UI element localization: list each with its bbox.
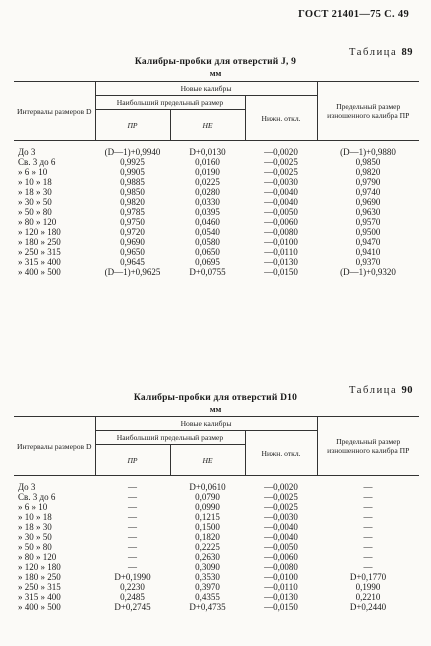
table-row bbox=[14, 237, 419, 247]
cell-pr: — bbox=[128, 512, 137, 522]
cell-ne: D+0,0610 bbox=[189, 482, 226, 492]
table-row bbox=[14, 167, 419, 177]
cell-worn-limit: (D—1)+0,9880 bbox=[340, 147, 396, 157]
cell-worn-limit: 0,9410 bbox=[355, 247, 381, 257]
cell-worn-limit: 0,9470 bbox=[355, 237, 381, 247]
cell-ne: D+0,0755 bbox=[189, 267, 226, 277]
cell-worn-limit: (D—1)+0,9320 bbox=[340, 267, 396, 277]
cell-pr: 0,9925 bbox=[120, 157, 145, 167]
table-row bbox=[14, 157, 419, 167]
table-row bbox=[14, 207, 419, 217]
cell-interval: » 50 » 80 bbox=[18, 542, 52, 552]
table-body bbox=[14, 141, 419, 278]
table-row bbox=[14, 141, 419, 158]
table-row bbox=[14, 217, 419, 227]
table-row bbox=[14, 267, 419, 277]
cell-interval: » 120 » 180 bbox=[18, 227, 61, 237]
cell-ne: 0,0990 bbox=[195, 502, 220, 512]
cell-pr: (D—1)+0,9940 bbox=[104, 147, 161, 157]
cell-interval: » 315 » 400 bbox=[18, 592, 61, 602]
cell-worn-limit: 0,1990 bbox=[355, 582, 381, 592]
cell-ne: 0,0460 bbox=[195, 217, 220, 227]
table-label-word: Таблица bbox=[349, 47, 398, 58]
cell-worn-limit: — bbox=[363, 522, 373, 532]
table-row bbox=[14, 602, 419, 612]
cell-worn-limit: 0,9630 bbox=[355, 207, 381, 217]
col-header-ne-text: НЕ bbox=[202, 120, 213, 130]
cell-ne: 0,1215 bbox=[195, 512, 220, 522]
cell-pr: — bbox=[128, 492, 137, 502]
col-header-worn-limit: Предельный размер изношенного калибра ПР bbox=[317, 82, 419, 141]
cell-worn-limit: 0,9500 bbox=[355, 227, 381, 237]
cell-lower-dev: —0,0100 bbox=[264, 237, 298, 247]
cell-interval: » 400 » 500 bbox=[18, 602, 61, 612]
table-row bbox=[14, 177, 419, 187]
cell-pr: 0,9820 bbox=[120, 197, 145, 207]
cell-worn-limit: 0,9570 bbox=[355, 217, 381, 227]
table-body bbox=[14, 476, 419, 613]
cell-worn-limit: D+0,2440 bbox=[349, 602, 387, 612]
cell-pr: 0,9690 bbox=[120, 237, 145, 247]
cell-lower-dev: —0,0040 bbox=[264, 532, 298, 542]
table-row bbox=[14, 592, 419, 602]
cell-ne: 0,0540 bbox=[195, 227, 220, 237]
cell-ne: 0,1500 bbox=[195, 522, 220, 532]
table-row bbox=[14, 502, 419, 512]
cell-ne: 0,0695 bbox=[195, 257, 220, 267]
cell-lower-dev: —0,0030 bbox=[264, 512, 298, 522]
cell-ne: 0,0650 bbox=[195, 247, 220, 257]
table-row bbox=[14, 542, 419, 552]
col-header-pr-text: ПР bbox=[127, 120, 138, 130]
cell-lower-dev: —0,0150 bbox=[264, 602, 298, 612]
col-header-max-limit: Наибольший предельный размер bbox=[95, 96, 245, 110]
table-row bbox=[14, 552, 419, 562]
cell-interval: До 3 bbox=[18, 482, 36, 492]
cell-worn-limit: 0,9850 bbox=[355, 157, 381, 167]
cell-ne: 0,0580 bbox=[195, 237, 220, 247]
cell-interval: » 30 » 50 bbox=[18, 532, 52, 542]
table-row bbox=[14, 572, 419, 582]
col-header-worn-limit: Предельный размер изношенного калибра ПР bbox=[317, 417, 419, 476]
cell-worn-limit: — bbox=[363, 532, 373, 542]
cell-ne: 0,0160 bbox=[195, 157, 220, 167]
cell-pr: — bbox=[128, 502, 137, 512]
table-title: Калибры-пробки для отверстий J, 9 bbox=[134, 57, 297, 67]
data-table bbox=[14, 81, 419, 277]
cell-worn-limit: — bbox=[363, 482, 373, 492]
col-header-lower-dev: Нижн. откл. bbox=[245, 431, 317, 476]
cell-ne: 0,1820 bbox=[195, 532, 220, 542]
table-row bbox=[14, 562, 419, 572]
cell-worn-limit: 0,2210 bbox=[355, 592, 381, 602]
cell-lower-dev: —0,0080 bbox=[264, 227, 298, 237]
cell-worn-limit: — bbox=[363, 512, 373, 522]
cell-lower-dev: —0,0130 bbox=[264, 257, 298, 267]
cell-lower-dev: —0,0110 bbox=[264, 582, 298, 592]
cell-interval: » 120 » 180 bbox=[18, 562, 61, 572]
cell-lower-dev: —0,0100 bbox=[264, 572, 298, 582]
cell-pr: D+0,1990 bbox=[114, 572, 151, 582]
cell-interval: » 6 » 10 bbox=[18, 167, 48, 177]
cell-ne: 0,0280 bbox=[195, 187, 220, 197]
table-row bbox=[14, 522, 419, 532]
page-header: ГОСТ 21401—75 С. 49 bbox=[298, 9, 409, 20]
cell-interval: Св. 3 до 6 bbox=[18, 492, 56, 502]
cell-ne: 0,0190 bbox=[195, 167, 220, 177]
cell-lower-dev: —0,0110 bbox=[264, 247, 298, 257]
cell-lower-dev: —0,0040 bbox=[264, 197, 298, 207]
cell-lower-dev: —0,0050 bbox=[264, 207, 298, 217]
col-header-lower-dev: Нижн. откл. bbox=[245, 96, 317, 141]
cell-pr: 0,9905 bbox=[120, 167, 145, 177]
cell-pr: — bbox=[128, 482, 137, 492]
cell-ne: D+0,4735 bbox=[189, 602, 226, 612]
cell-worn-limit: 0,9740 bbox=[355, 187, 381, 197]
cell-pr: 0,9785 bbox=[120, 207, 145, 217]
cell-lower-dev: —0,0025 bbox=[264, 502, 298, 512]
table-row bbox=[14, 512, 419, 522]
cell-ne: 0,0330 bbox=[195, 197, 220, 207]
cell-pr: (D—1)+0,9625 bbox=[104, 267, 161, 277]
table-title: Калибры-пробки для отверстий D10 bbox=[133, 393, 298, 403]
col-header-new-gauges: Новые калибры bbox=[95, 82, 317, 96]
cell-interval: » 250 » 315 bbox=[18, 247, 61, 257]
cell-interval: » 315 » 400 bbox=[18, 257, 61, 267]
col-header-intervals: Интервалы размеров D bbox=[14, 417, 95, 476]
cell-pr: 0,9720 bbox=[120, 227, 145, 237]
cell-ne: 0,0790 bbox=[195, 492, 220, 502]
cell-worn-limit: D+0,1770 bbox=[349, 572, 387, 582]
cell-pr: — bbox=[128, 532, 137, 542]
cell-lower-dev: —0,0060 bbox=[264, 552, 298, 562]
cell-ne: 0,2225 bbox=[195, 542, 220, 552]
cell-worn-limit: 0,9790 bbox=[355, 177, 381, 187]
cell-pr: D+0,2745 bbox=[114, 602, 151, 612]
cell-interval: » 180 » 250 bbox=[18, 237, 61, 247]
cell-interval: » 10 » 18 bbox=[18, 177, 52, 187]
table-row bbox=[14, 247, 419, 257]
col-header-intervals: Интервалы размеров D bbox=[14, 82, 95, 141]
col-header-ne bbox=[170, 445, 245, 476]
cell-lower-dev: —0,0150 bbox=[264, 267, 298, 277]
cell-pr: 0,9885 bbox=[120, 177, 145, 187]
cell-pr: 0,2485 bbox=[120, 592, 145, 602]
cell-worn-limit: — bbox=[363, 502, 373, 512]
cell-ne: 0,3970 bbox=[195, 582, 220, 592]
cell-interval: » 50 » 80 bbox=[18, 207, 52, 217]
cell-pr: — bbox=[128, 542, 137, 552]
cell-lower-dev: —0,0025 bbox=[264, 157, 298, 167]
cell-ne: 0,2630 bbox=[195, 552, 220, 562]
cell-pr: 0,9850 bbox=[120, 187, 145, 197]
table-row bbox=[14, 532, 419, 542]
cell-worn-limit: 0,9690 bbox=[355, 197, 381, 207]
cell-pr: — bbox=[128, 562, 137, 572]
cell-ne: 0,0225 bbox=[195, 177, 220, 187]
cell-worn-limit: — bbox=[363, 542, 373, 552]
table-number: 89 bbox=[401, 47, 413, 58]
cell-ne: 0,4355 bbox=[195, 592, 220, 602]
cell-ne: 0,3530 bbox=[195, 572, 220, 582]
cell-worn-limit: — bbox=[363, 562, 373, 572]
cell-lower-dev: —0,0025 bbox=[264, 167, 298, 177]
table-row bbox=[14, 257, 419, 267]
table-row bbox=[14, 187, 419, 197]
table-number: 90 bbox=[401, 385, 413, 396]
cell-pr: — bbox=[128, 522, 137, 532]
col-header-ne-text: НЕ bbox=[202, 455, 213, 465]
table-row bbox=[14, 476, 419, 493]
cell-worn-limit: 0,9820 bbox=[355, 167, 381, 177]
cell-lower-dev: —0,0040 bbox=[264, 522, 298, 532]
col-header-ne bbox=[170, 110, 245, 141]
cell-interval: » 10 » 18 bbox=[18, 512, 52, 522]
table-row bbox=[14, 582, 419, 592]
cell-pr: 0,9645 bbox=[120, 257, 145, 267]
cell-worn-limit: 0,9370 bbox=[355, 257, 381, 267]
table-unit: мм bbox=[209, 404, 222, 414]
cell-interval: До 3 bbox=[18, 147, 36, 157]
cell-lower-dev: —0,0030 bbox=[264, 177, 298, 187]
col-header-pr-text: ПР bbox=[127, 455, 138, 465]
col-header-pr bbox=[95, 445, 170, 476]
cell-lower-dev: —0,0040 bbox=[264, 187, 298, 197]
cell-pr: 0,9750 bbox=[120, 217, 145, 227]
col-header-max-limit: Наибольший предельный размер bbox=[95, 431, 245, 445]
cell-interval: » 250 » 315 bbox=[18, 582, 61, 592]
cell-interval: » 18 » 30 bbox=[18, 522, 52, 532]
cell-interval: » 80 » 120 bbox=[18, 217, 57, 227]
cell-lower-dev: —0,0050 bbox=[264, 542, 298, 552]
cell-interval: Св. 3 до 6 bbox=[18, 157, 56, 167]
cell-interval: » 18 » 30 bbox=[18, 187, 52, 197]
table-unit: мм bbox=[209, 68, 222, 78]
cell-ne: 0,3090 bbox=[195, 562, 220, 572]
cell-lower-dev: —0,0025 bbox=[264, 492, 298, 502]
cell-lower-dev: —0,0020 bbox=[264, 482, 298, 492]
table-row bbox=[14, 197, 419, 207]
cell-lower-dev: —0,0080 bbox=[264, 562, 298, 572]
cell-worn-limit: — bbox=[363, 552, 373, 562]
cell-interval: » 80 » 120 bbox=[18, 552, 57, 562]
cell-lower-dev: —0,0060 bbox=[264, 217, 298, 227]
cell-ne: D+0,0130 bbox=[189, 147, 226, 157]
cell-pr: 0,2230 bbox=[120, 582, 145, 592]
cell-ne: 0,0395 bbox=[195, 207, 220, 217]
cell-lower-dev: —0,0130 bbox=[264, 592, 298, 602]
cell-interval: » 6 » 10 bbox=[18, 502, 48, 512]
cell-pr: 0,9650 bbox=[120, 247, 145, 257]
col-header-new-gauges: Новые калибры bbox=[95, 417, 317, 431]
cell-lower-dev: —0,0020 bbox=[264, 147, 298, 157]
cell-pr: — bbox=[128, 552, 137, 562]
col-header-pr bbox=[95, 110, 170, 141]
table-label-word: Таблица bbox=[349, 385, 398, 396]
table-row bbox=[14, 227, 419, 237]
cell-interval: » 30 » 50 bbox=[18, 197, 52, 207]
data-table bbox=[14, 416, 419, 612]
table-row bbox=[14, 492, 419, 502]
cell-interval: » 400 » 500 bbox=[18, 267, 61, 277]
cell-interval: » 180 » 250 bbox=[18, 572, 61, 582]
cell-worn-limit: — bbox=[363, 492, 373, 502]
